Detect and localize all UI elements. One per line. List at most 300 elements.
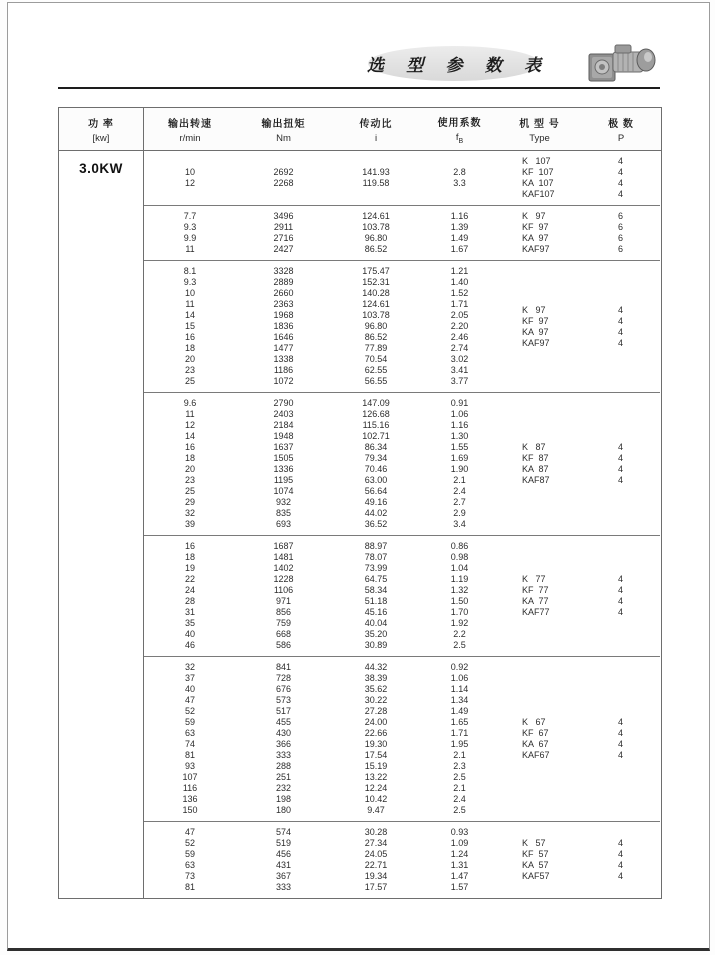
ratio-value: 103.78 xyxy=(362,310,390,320)
speed-value: 20 xyxy=(184,464,195,474)
type-header-label: 机 型 号 xyxy=(519,118,560,130)
type-value: KA 67 xyxy=(522,739,549,749)
ratio-value: 56.64 xyxy=(364,486,388,496)
type-value: KA 87 xyxy=(522,464,549,474)
section-type-block xyxy=(498,827,660,893)
speed-value: 81 xyxy=(184,882,195,892)
ratio-value: 79.34 xyxy=(364,453,388,463)
ratio-value: 30.28 xyxy=(364,827,388,837)
type-value: K 77 xyxy=(522,574,546,584)
speed-value: 14 xyxy=(184,431,195,441)
factor-value: 1.49 xyxy=(450,706,469,716)
torque-value: 2692 xyxy=(273,167,294,177)
ratio-value: 49.16 xyxy=(364,497,388,507)
poles-value: 4 xyxy=(617,596,623,606)
torque-value: 232 xyxy=(275,783,292,793)
ratio-value: 86.52 xyxy=(364,332,388,342)
factor-value: 0.93 xyxy=(450,827,469,837)
ratio-value: 36.52 xyxy=(364,519,388,529)
data-sections xyxy=(144,151,660,898)
speed-header-label: 输出转速 xyxy=(168,118,212,130)
factor-value: 1.39 xyxy=(450,222,469,232)
factor-value: 2.3 xyxy=(453,761,466,771)
torque-value: 333 xyxy=(275,882,292,892)
factor-value: 0.92 xyxy=(450,662,469,672)
ratio-value: 13.22 xyxy=(364,772,388,782)
factor-value: 1.09 xyxy=(450,838,469,848)
speed-value: 31 xyxy=(184,607,195,617)
poles-value: 4 xyxy=(617,717,623,727)
poles-value: 4 xyxy=(617,607,623,617)
table-body xyxy=(59,151,661,898)
factor-value: 2.7 xyxy=(453,497,466,507)
factor-value: 1.31 xyxy=(450,860,469,870)
type-value: KF 57 xyxy=(522,849,549,859)
factor-value: 1.69 xyxy=(450,453,469,463)
torque-value: 1687 xyxy=(273,541,294,551)
ratio-value: 96.80 xyxy=(364,321,388,331)
speed-value: 40 xyxy=(184,629,195,639)
speed-value: 19 xyxy=(184,563,195,573)
type-value: KAF67 xyxy=(522,750,550,760)
poles-value: 4 xyxy=(617,750,623,760)
column-header-ratio xyxy=(331,108,421,150)
ratio-value: 24.05 xyxy=(364,849,388,859)
factor-value: 2.8 xyxy=(453,167,466,177)
poles-value: 4 xyxy=(617,838,623,848)
poles-value: 4 xyxy=(617,860,623,870)
ratio-value: 17.54 xyxy=(364,750,388,760)
type-value: KA 57 xyxy=(522,860,549,870)
torque-value: 932 xyxy=(275,497,292,507)
torque-value: 1338 xyxy=(273,354,294,364)
torque-value: 1948 xyxy=(273,431,294,441)
table-section-2 xyxy=(144,205,660,260)
speed-value: 47 xyxy=(184,827,195,837)
section-type-block xyxy=(498,156,660,200)
ratio-value: 22.71 xyxy=(364,860,388,870)
torque-value: 1836 xyxy=(273,321,294,331)
poles-value: 6 xyxy=(617,233,623,243)
factor-value: 1.49 xyxy=(450,233,469,243)
speed-value: 28 xyxy=(184,596,195,606)
power-value: 3.0KW xyxy=(79,161,123,176)
speed-value: 47 xyxy=(184,695,195,705)
speed-value: 11 xyxy=(185,244,195,254)
speed-value: 136 xyxy=(182,794,198,804)
ratio-value: 15.19 xyxy=(364,761,388,771)
torque-value: 728 xyxy=(275,673,292,683)
torque-value: 367 xyxy=(275,871,292,881)
type-value: KF 97 xyxy=(522,315,549,326)
ratio-value: 86.34 xyxy=(364,442,388,452)
factor-value: 1.71 xyxy=(450,299,469,309)
poles-header-label: 极 数 xyxy=(608,118,634,130)
torque-value: 574 xyxy=(275,827,292,837)
factor-header-unit: $f_B$ xyxy=(455,131,464,145)
speed-value: 35 xyxy=(184,618,195,628)
speed-value: 39 xyxy=(184,519,195,529)
speed-value: 32 xyxy=(184,662,195,672)
ratio-value: 70.54 xyxy=(364,354,388,364)
ratio-value: 88.97 xyxy=(364,541,388,551)
factor-value: 1.06 xyxy=(450,673,469,683)
torque-value: 1228 xyxy=(273,574,294,584)
section-data-rows xyxy=(144,398,498,530)
ratio-value: 63.00 xyxy=(364,475,388,485)
factor-value: 1.16 xyxy=(450,211,469,221)
table-section-5 xyxy=(144,535,660,656)
speed-value: 63 xyxy=(184,728,195,738)
poles-value: 4 xyxy=(617,304,623,315)
section-data-rows xyxy=(144,211,498,255)
factor-value: 2.46 xyxy=(450,332,469,342)
factor-value: 2.2 xyxy=(453,629,466,639)
speed-value: 23 xyxy=(184,475,195,485)
section-type-block xyxy=(498,211,660,255)
type-value: KAF97 xyxy=(522,337,550,348)
poles-value: 4 xyxy=(617,849,623,859)
torque-value: 198 xyxy=(275,794,292,804)
torque-value: 288 xyxy=(275,761,292,771)
ratio-value: 35.62 xyxy=(364,684,388,694)
factor-header-label: 使用系数 xyxy=(437,117,482,129)
torque-value: 2790 xyxy=(273,398,294,408)
speed-value: 93 xyxy=(184,761,195,771)
speed-value: 40 xyxy=(184,684,195,694)
speed-value: 150 xyxy=(182,805,198,815)
speed-value: 20 xyxy=(184,354,195,364)
torque-value: 1646 xyxy=(273,332,294,342)
torque-value: 2911 xyxy=(273,222,294,232)
ratio-value: 124.61 xyxy=(362,211,390,221)
ratio-value: 35.20 xyxy=(364,629,388,639)
power-header-unit: [kw] xyxy=(92,132,110,144)
ratio-value: 19.34 xyxy=(364,871,388,881)
section-type-block xyxy=(498,662,660,816)
torque-value: 430 xyxy=(275,728,292,738)
torque-value: 668 xyxy=(275,629,292,639)
speed-value: 12 xyxy=(184,420,195,430)
factor-value: 2.5 xyxy=(453,805,466,815)
ratio-value: 70.46 xyxy=(364,464,388,474)
table-section-4 xyxy=(144,392,660,535)
type-value: KAF57 xyxy=(522,871,550,881)
factor-value: 2.4 xyxy=(453,486,466,496)
torque-value: 2184 xyxy=(273,420,294,430)
table-section-7 xyxy=(144,821,660,898)
table-header-row xyxy=(59,108,661,151)
speed-value: 25 xyxy=(184,376,195,386)
factor-value: 2.4 xyxy=(453,794,466,804)
speed-value: 73 xyxy=(184,871,195,881)
ratio-value: 102.71 xyxy=(362,431,390,441)
torque-value: 333 xyxy=(275,750,292,760)
torque-value: 1505 xyxy=(273,453,294,463)
torque-header-label: 输出扭矩 xyxy=(261,118,306,130)
torque-value: 1074 xyxy=(273,486,294,496)
ratio-value: 147.09 xyxy=(362,398,390,408)
page-title-banner xyxy=(367,46,550,81)
speed-value: 14 xyxy=(184,310,195,320)
section-type-block xyxy=(498,398,660,530)
factor-value: 2.1 xyxy=(453,750,466,760)
factor-value: 2.5 xyxy=(453,772,466,782)
speed-value: 22 xyxy=(184,574,195,584)
torque-value: 1336 xyxy=(273,464,294,474)
speed-value: 11 xyxy=(185,409,195,419)
factor-value: 3.02 xyxy=(450,354,469,364)
column-header-type xyxy=(498,108,581,150)
speed-value: 10 xyxy=(184,167,195,177)
torque-value: 759 xyxy=(275,618,292,628)
factor-value: 1.55 xyxy=(450,442,469,452)
speed-value: 25 xyxy=(184,486,195,496)
ratio-header-label: 传动比 xyxy=(359,118,393,130)
torque-value: 517 xyxy=(275,706,292,716)
poles-value: 4 xyxy=(617,315,623,326)
ratio-value: 38.39 xyxy=(364,673,388,683)
header-divider xyxy=(58,87,660,89)
speed-header-unit: r/min xyxy=(179,132,201,144)
ratio-value: 45.16 xyxy=(364,607,388,617)
poles-value: 4 xyxy=(617,442,623,452)
factor-value: 2.20 xyxy=(450,321,469,331)
speed-value: 81 xyxy=(184,750,195,760)
factor-value: 1.57 xyxy=(450,882,469,892)
section-type-block xyxy=(498,266,660,387)
torque-header-unit: Nm xyxy=(276,132,291,144)
speed-value: 15 xyxy=(184,321,195,331)
torque-value: 519 xyxy=(275,838,292,848)
poles-value: 4 xyxy=(617,871,623,881)
power-header-label: 功 率 xyxy=(88,118,114,130)
ratio-value: 152.31 xyxy=(362,277,390,287)
factor-value: 3.3 xyxy=(453,178,466,188)
ratio-value: 64.75 xyxy=(364,574,388,584)
poles-value: 4 xyxy=(617,167,623,177)
ratio-value: 30.89 xyxy=(364,640,388,650)
speed-value: 18 xyxy=(184,552,195,562)
factor-value: 1.16 xyxy=(450,420,469,430)
type-value: KF 97 xyxy=(522,222,549,232)
ratio-value: 22.66 xyxy=(364,728,388,738)
ratio-value: 27.28 xyxy=(364,706,388,716)
torque-value: 1186 xyxy=(273,365,294,375)
speed-value: 7.7 xyxy=(183,211,197,221)
poles-value: 6 xyxy=(617,211,623,221)
torque-value: 676 xyxy=(275,684,292,694)
ratio-value: 119.58 xyxy=(362,178,390,188)
factor-value: 1.92 xyxy=(450,618,469,628)
torque-value: 3496 xyxy=(273,211,294,221)
column-header-service-factor xyxy=(421,108,498,150)
poles-header-unit: P xyxy=(617,132,625,144)
ratio-value: 44.02 xyxy=(364,508,388,518)
speed-value: 18 xyxy=(184,343,195,353)
speed-value: 9.3 xyxy=(183,277,197,287)
torque-value: 1968 xyxy=(273,310,294,320)
poles-value: 4 xyxy=(617,337,623,348)
ratio-value: 27.34 xyxy=(364,838,388,848)
type-value: KA 97 xyxy=(522,326,549,337)
factor-value: 2.1 xyxy=(453,783,466,793)
type-value: K 97 xyxy=(522,304,546,315)
torque-value: 2889 xyxy=(273,277,294,287)
type-value: K 87 xyxy=(522,442,546,452)
torque-value: 1402 xyxy=(273,563,294,573)
column-header-poles xyxy=(581,108,661,150)
factor-value: 1.52 xyxy=(450,288,469,298)
poles-value: 4 xyxy=(617,156,623,166)
type-value: K 97 xyxy=(522,211,546,221)
speed-value: 11 xyxy=(185,299,195,309)
torque-value: 366 xyxy=(275,739,292,749)
speed-value: 16 xyxy=(184,541,195,551)
ratio-value: 19.30 xyxy=(364,739,388,749)
factor-value: 1.65 xyxy=(450,717,469,727)
section-data-rows xyxy=(144,827,498,893)
ratio-header-unit: i xyxy=(374,132,378,144)
torque-value: 2363 xyxy=(273,299,294,309)
torque-value: 455 xyxy=(275,717,292,727)
factor-value: 1.67 xyxy=(450,244,469,254)
factor-value: 0.86 xyxy=(450,541,469,551)
type-value: KA 97 xyxy=(522,233,549,243)
type-value: KA 107 xyxy=(522,178,554,188)
torque-value: 2403 xyxy=(273,409,294,419)
factor-value: 3.4 xyxy=(453,519,466,529)
type-value: KF 87 xyxy=(522,453,549,463)
section-data-rows xyxy=(144,541,498,651)
poles-value: 4 xyxy=(617,585,623,595)
column-header-torque xyxy=(236,108,331,150)
ratio-value: 124.61 xyxy=(362,299,390,309)
torque-value: 971 xyxy=(275,596,292,606)
ratio-value: 40.04 xyxy=(364,618,388,628)
speed-value: 74 xyxy=(184,739,195,749)
torque-value: 1477 xyxy=(273,343,294,353)
torque-value: 856 xyxy=(275,607,292,617)
ratio-value: 10.42 xyxy=(364,794,388,804)
speed-value: 37 xyxy=(184,673,195,683)
poles-value: 4 xyxy=(617,464,623,474)
torque-value: 573 xyxy=(275,695,292,705)
ratio-value: 103.78 xyxy=(362,222,390,232)
speed-value: 9.3 xyxy=(183,222,197,232)
ratio-value: 9.47 xyxy=(367,805,385,815)
ratio-value: 12.24 xyxy=(364,783,388,793)
speed-value: 46 xyxy=(184,640,195,650)
ratio-value: 62.55 xyxy=(364,365,388,375)
page-title: 选 型 参 数 表 xyxy=(367,56,550,75)
speed-value: 59 xyxy=(184,717,195,727)
type-value: K 107 xyxy=(522,156,551,166)
ratio-value: 140.28 xyxy=(362,288,390,298)
factor-value: 1.32 xyxy=(450,585,469,595)
table-section-6 xyxy=(144,656,660,821)
type-value: KAF107 xyxy=(522,189,555,199)
factor-value: 1.95 xyxy=(450,739,469,749)
factor-value: 1.30 xyxy=(450,431,469,441)
speed-value: 8.1 xyxy=(183,266,197,276)
speed-value: 16 xyxy=(184,442,195,452)
speed-value: 23 xyxy=(184,365,195,375)
torque-value: 693 xyxy=(275,519,292,529)
speed-value: 29 xyxy=(184,497,195,507)
torque-value: 2660 xyxy=(273,288,294,298)
type-value: KF 67 xyxy=(522,728,549,738)
poles-value: 4 xyxy=(617,453,623,463)
poles-value: 4 xyxy=(617,475,623,485)
torque-value: 1195 xyxy=(273,475,294,485)
torque-value: 835 xyxy=(275,508,292,518)
ratio-value: 56.55 xyxy=(364,376,388,386)
speed-value: 59 xyxy=(184,849,195,859)
type-value: KAF87 xyxy=(522,475,550,485)
section-data-rows xyxy=(144,156,498,200)
poles-value: 4 xyxy=(617,739,623,749)
ratio-value: 30.22 xyxy=(364,695,388,705)
factor-value: 2.1 xyxy=(453,475,466,485)
type-value: KF 77 xyxy=(522,585,549,595)
factor-value: 2.74 xyxy=(450,343,469,353)
poles-value: 4 xyxy=(617,189,623,199)
factor-value: 3.41 xyxy=(450,365,469,375)
speed-value: 9.9 xyxy=(183,233,197,243)
torque-value: 251 xyxy=(275,772,292,782)
factor-value: 3.77 xyxy=(450,376,469,386)
factor-value: 1.47 xyxy=(450,871,469,881)
torque-value: 3328 xyxy=(273,266,294,276)
type-header-unit: Type xyxy=(529,132,550,144)
torque-value: 180 xyxy=(275,805,292,815)
ratio-value: 86.52 xyxy=(364,244,388,254)
factor-value: 1.40 xyxy=(450,277,469,287)
factor-value: 0.91 xyxy=(450,398,469,408)
speed-value: 16 xyxy=(184,332,195,342)
speed-value: 32 xyxy=(184,508,195,518)
speed-value: 52 xyxy=(184,706,195,716)
torque-value: 456 xyxy=(275,849,292,859)
type-value: KF 107 xyxy=(522,167,554,177)
section-data-rows xyxy=(144,266,498,387)
torque-value: 2716 xyxy=(273,233,294,243)
torque-value: 841 xyxy=(275,662,292,672)
factor-value: 1.06 xyxy=(450,409,469,419)
speed-value: 24 xyxy=(184,585,195,595)
poles-value: 4 xyxy=(617,326,623,337)
factor-value: 2.9 xyxy=(453,508,466,518)
torque-value: 1637 xyxy=(273,442,294,452)
factor-value: 1.19 xyxy=(450,574,469,584)
column-header-power xyxy=(59,108,144,150)
factor-value: 1.90 xyxy=(450,464,469,474)
speed-value: 18 xyxy=(184,453,195,463)
torque-value: 586 xyxy=(275,640,292,650)
factor-value: 1.34 xyxy=(450,695,469,705)
factor-value: 1.70 xyxy=(450,607,469,617)
poles-value: 4 xyxy=(617,728,623,738)
ratio-value: 24.00 xyxy=(364,717,388,727)
ratio-value: 44.32 xyxy=(364,662,388,672)
poles-value: 4 xyxy=(617,574,623,584)
speed-value: 52 xyxy=(184,838,195,848)
factor-value: 1.21 xyxy=(450,266,469,276)
factor-value: 1.04 xyxy=(450,563,469,573)
ratio-value: 115.16 xyxy=(362,420,390,430)
poles-value: 4 xyxy=(617,178,623,188)
